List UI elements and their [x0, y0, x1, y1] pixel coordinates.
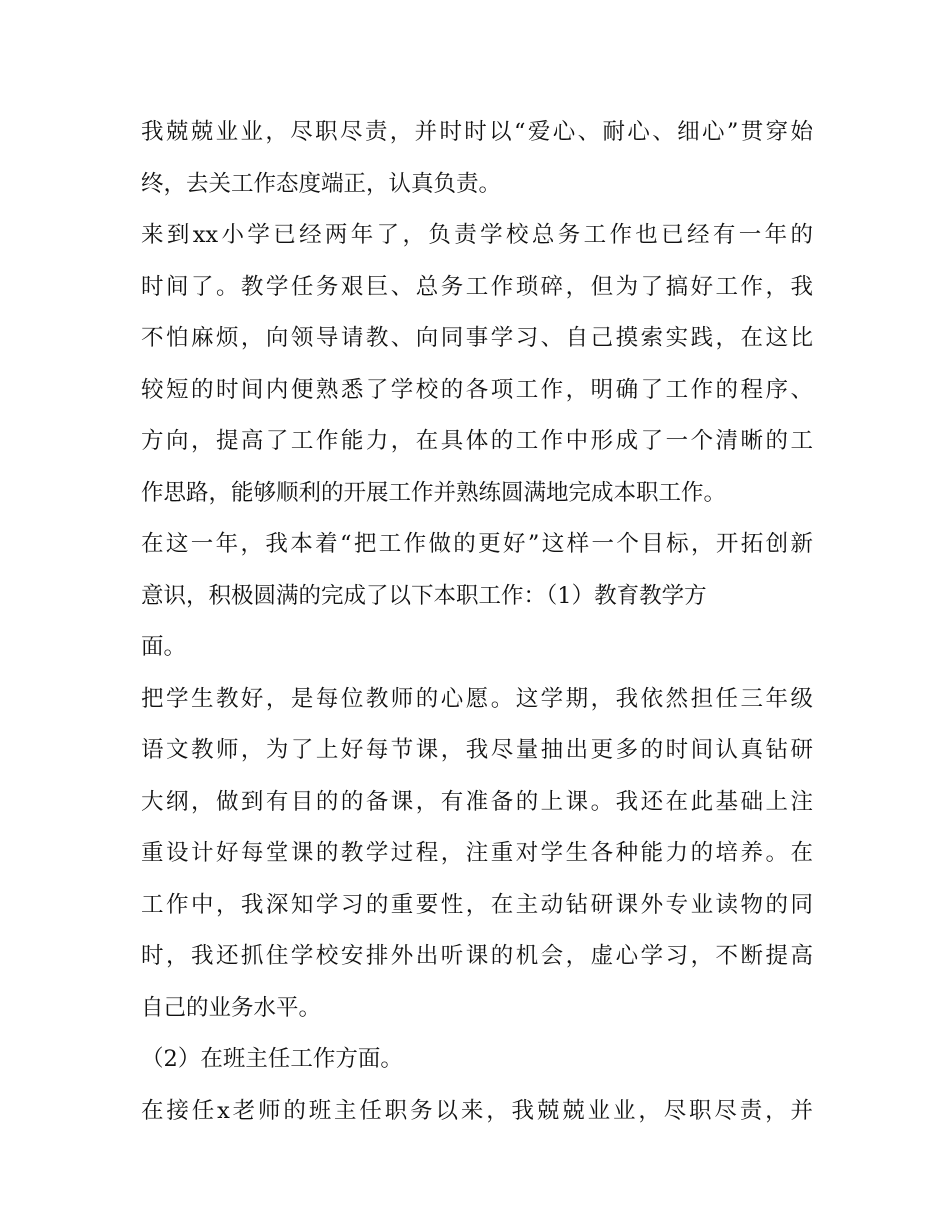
text-line: 面。 [141, 634, 187, 660]
text-line: 把学生教好，是每位教师的心愿。这学期，我依然担任三年级 [141, 685, 813, 712]
text-line: 时，我还抓住学校安排外出听课的机会，虚心学习，不断提高 [141, 943, 813, 969]
text-line: 终，去关工作态度端正，认真负责。 [141, 170, 502, 197]
text-line: 语文教师，为了上好每节课，我尽量抽出更多的时间认真钻研 [141, 737, 813, 763]
text-line: 工作中，我深知学习的重要性，在主动钻研课外专业读物的同 [141, 891, 813, 918]
text-line: 时间了。教学任务艰巨、总务工作琐碎，但为了搞好工作，我 [141, 273, 813, 300]
text-line: 方向，提高了工作能力，在具体的工作中形成了一个清晰的工 [141, 428, 813, 454]
document-body [141, 107, 813, 1137]
text-line: 来到xx小学已经两年了，负责学校总务工作也已经有一年的 [141, 222, 813, 248]
text-line: 作思路，能够顺利的开展工作并熟练圆满地完成本职工作。 [141, 479, 727, 506]
text-line: 在这一年，我本着“把工作做的更好”这样一个目标，开拓创新 [141, 531, 813, 557]
text-line: 较短的时间内便熟悉了学校的各项工作，明确了工作的程序、 [141, 376, 813, 403]
text-line: 意识，积极圆满的完成了以下本职工作：（1）教育教学方 [141, 582, 707, 609]
text-line: 大纲，做到有目的的备课，有准备的上课。我还在此基础上注 [141, 788, 813, 815]
text-line: 在接任x老师的班主任职务以来，我兢兢业业，尽职尽责，并 [141, 1097, 813, 1124]
text-line: 重设计好每堂课的教学过程，注重对学生各种能力的培养。在 [141, 840, 813, 866]
text-line: 不怕麻烦，向领导请教、向同事学习、自己摸索实践，在这比 [141, 325, 813, 351]
text-line: 自己的业务水平。 [141, 994, 322, 1021]
text-line: 我兢兢业业，尽职尽责，并时时以“爱心、耐心、细心”贯穿始 [141, 119, 813, 145]
text-line: （2）在班主任工作方面。 [141, 1046, 403, 1072]
